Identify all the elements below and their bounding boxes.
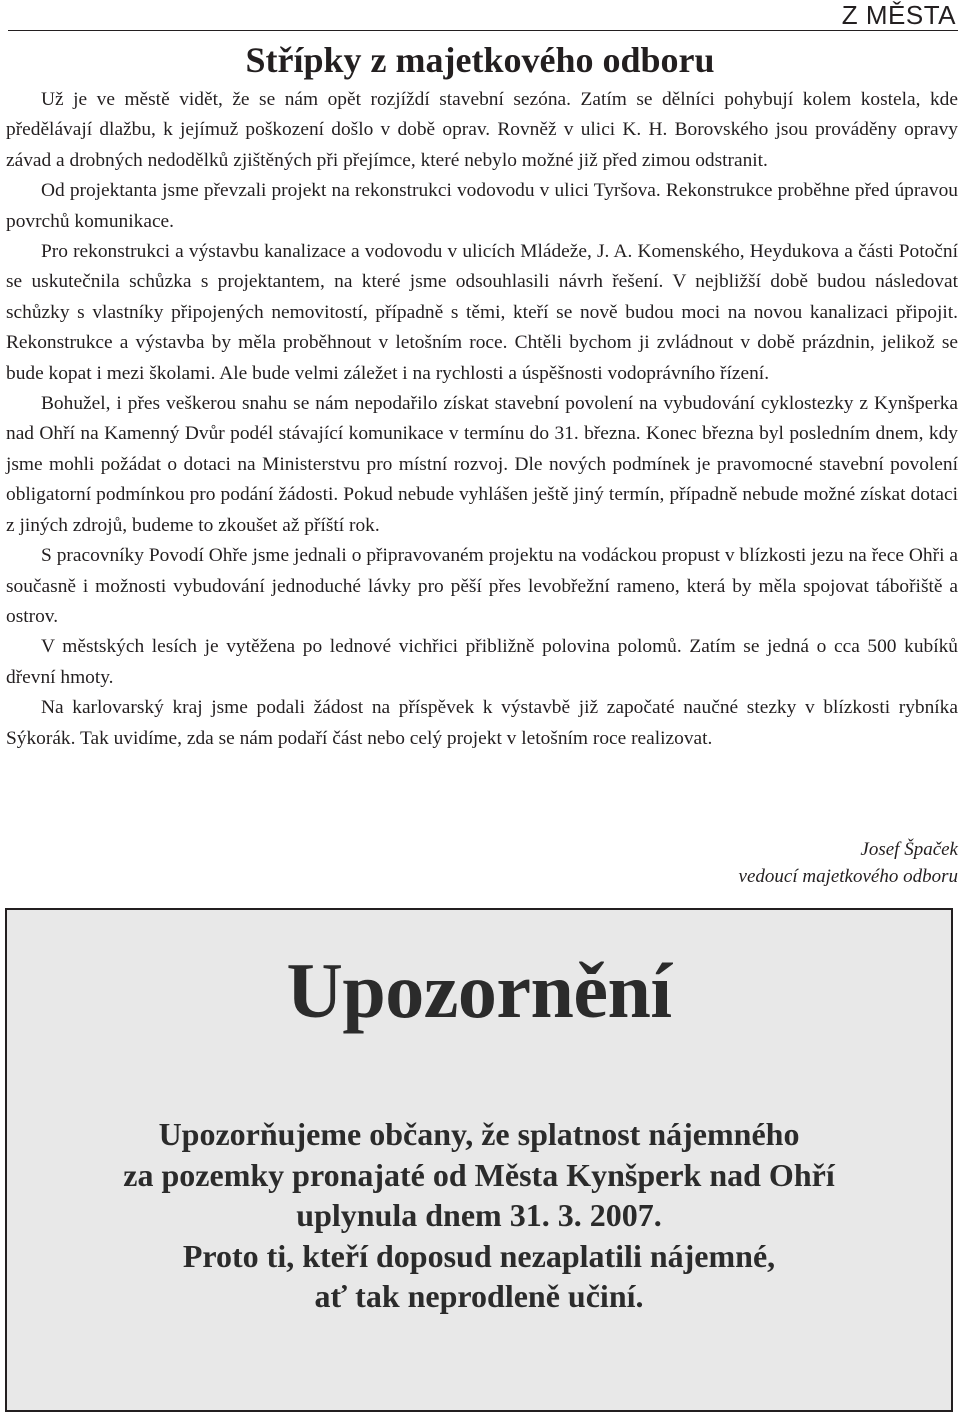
header-rule [8, 30, 958, 31]
article-paragraph: Od projektanta jsme převzali projekt na rekonstrukci vodovodu v ulici Tyršova. Rekonstrukce proběhne před úpravou povrchů komunikace. [6, 180, 958, 232]
article-paragraph: Bohužel, i přes veškerou snahu se nám nepodařilo získat stavební povolení na vybudování cyklostezky z Kynšperka nad Ohří na Kamenný Dvůr podél stávající komunikace v termínu do 31. března. Konec března byl posledním dnem, kdy jsme mohli požádat o dotaci na Ministerstvu pro místní rozvoj. Dle nových podmínek je pravomocné stavební povolení obligatorní podmínkou pro podání žádosti. Pokud nebude vyhlášen ještě jiný termín, případně nebude možné získat dotaci z jiných zdrojů, budeme to zkoušet až příští rok. [6, 393, 958, 536]
signature [739, 836, 958, 890]
article-title: Střípky z majetkového odboru [245, 40, 715, 80]
article-paragraph: V městských lesích je vytěžena po lednové vichřici přibližně polovina polomů. Zatím se jedná o cca 500 kubíků dřevní hmoty. [6, 636, 958, 688]
notice-line: Proto ti, kteří doposud nezaplatili nájemné, [182, 1237, 776, 1274]
article-body [6, 85, 958, 754]
notice-line: ať tak neprodleně učiní. [314, 1278, 644, 1314]
section-label: Z MĚSTA [841, 0, 956, 30]
article-paragraph: Na karlovarský kraj jsme podali žádost na příspěvek k výstavbě již započaté naučné stezky v blízkosti rybníka Sýkorák. Tak uvidíme, zda se nám podaří část nebo celý projekt v letošním roce realizovat. [6, 697, 958, 749]
signature-role: vedoucí majetkového odboru [738, 866, 958, 887]
notice-line: Upozorňujeme občany, že splatnost nájemného [158, 1116, 800, 1152]
article-paragraph: Pro rekonstrukci a výstavbu kanalizace a vodovodu v ulicích Mládeže, J. A. Komenského, Heydukova a části Potoční se uskutečnila schůzka s projektantem, na které jsme odsouhlasili návrh řešení. V nejbližší době budou následovat schůzky s vlastníky připojených nemovitostí, případně s těmi, kteří se nově budou moci na novou kanalizaci připojit. Rekonstrukce a výstavba by měla proběhnout v letošním roce. Chtěli bychom ji zvládnout v době prázdnin, jelikož se bude kopat i mezi školami. Ale bude velmi záležet i na rychlosti a úspěšnosti vodoprávního řízení. [6, 241, 958, 384]
article-paragraph: S pracovníky Povodí Ohře jsme jednali o připravovaném projektu na vodáckou propust v blízkosti jezu na řece Ohři a současně i možnosti vybudování jednoduché lávky pro pěší přes levobřežní rameno, která by měla spojovat tábořiště a ostrov. [6, 545, 958, 627]
notice-line: uplynula dnem 31. 3. 2007. [296, 1197, 662, 1233]
article-paragraph: Už je ve městě vidět, že se nám opět rozjíždí stavební sezóna. Zatím se dělníci pohybují kolem kostela, kde předělávají dlažbu, k jejímuž poškození došlo v době oprav. Rovněž v ulici K. H. Borovského jsou prováděny opravy závad a drobných nedodělků zjištěných při přejímce, které nebylo možné již před zimou odstranit. [6, 89, 958, 171]
notice-text [47, 1114, 911, 1317]
notice-line: za pozemky pronajaté od Města Kynšperk nad Ohří [123, 1156, 835, 1193]
notice-heading: Upozornění [286, 947, 672, 1034]
notice-box [5, 908, 953, 1412]
signature-name: Josef Špaček [860, 839, 958, 860]
